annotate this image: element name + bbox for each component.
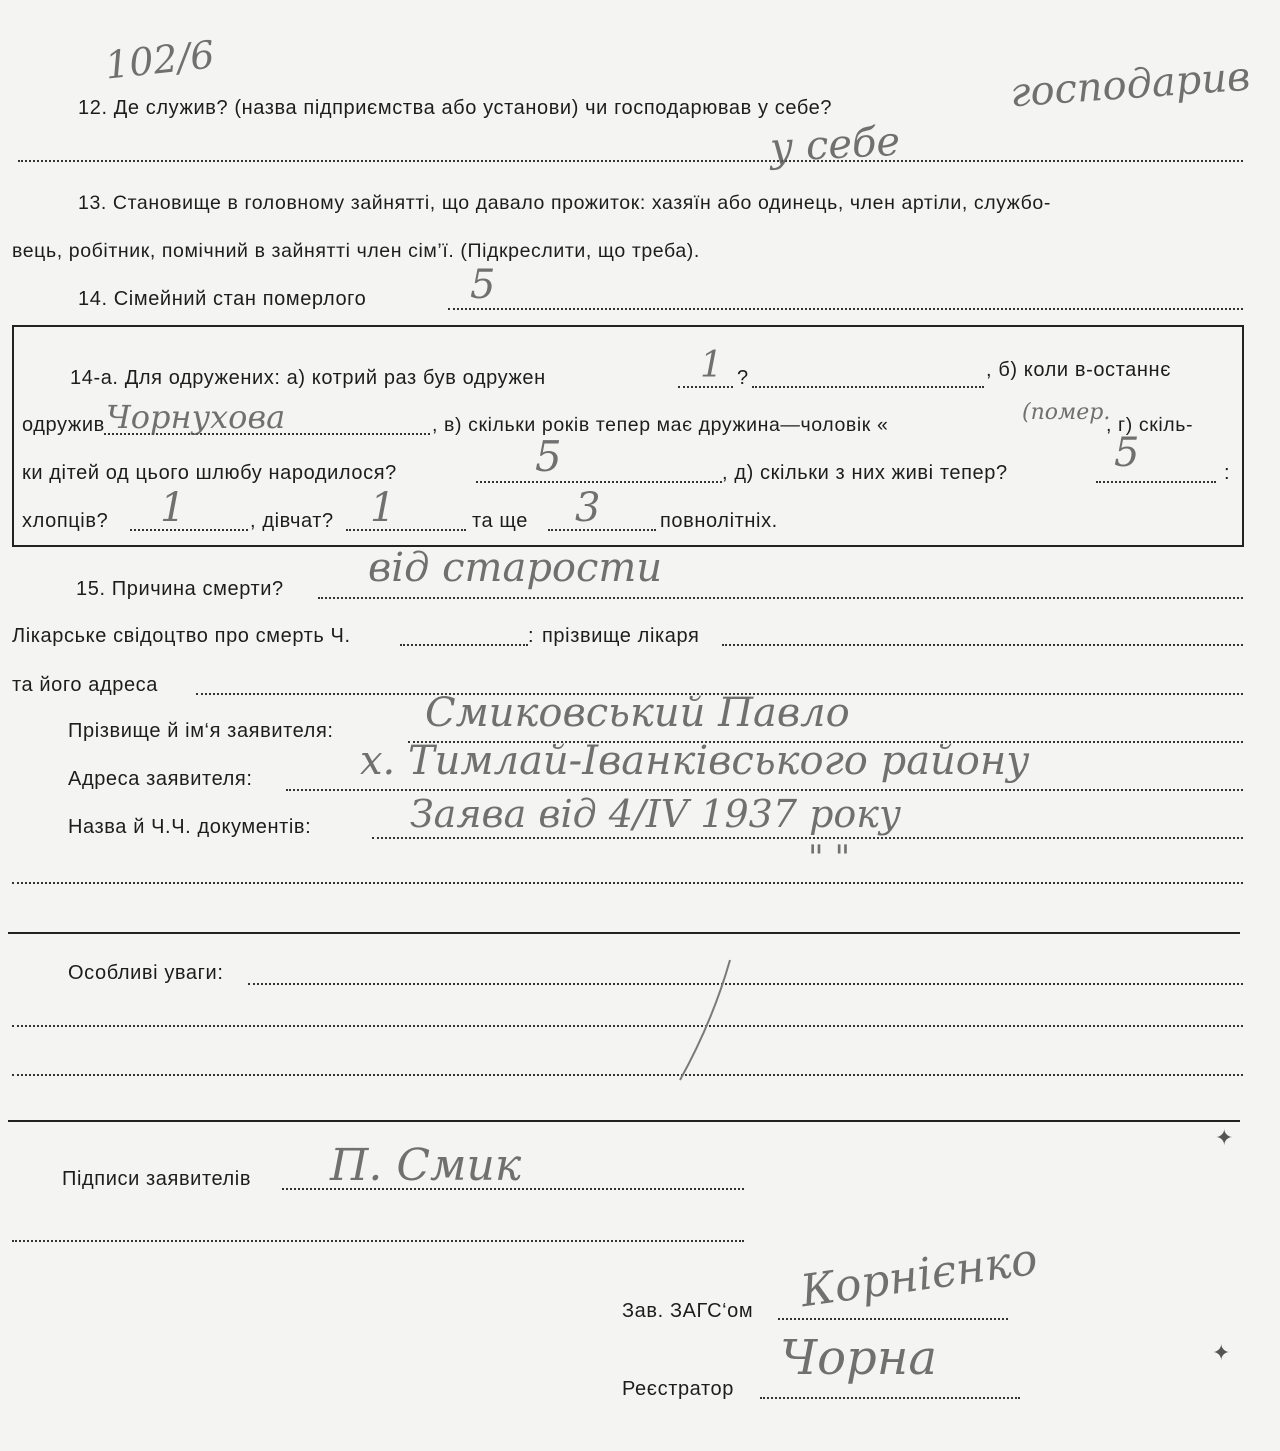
- q14a-boys-value: 1: [160, 485, 186, 531]
- q14a-times-married-field: [678, 386, 733, 388]
- applicant-name-value: Смиковський Павло: [425, 690, 850, 736]
- med-certificate-label: Лікарське свідоцтво про смерть Ч.: [12, 625, 351, 647]
- q14-answer: 5: [470, 262, 496, 308]
- documents-value-ditto: " ": [808, 838, 851, 878]
- q12-answer-continued: у себе: [768, 118, 902, 172]
- registrar-field: [760, 1397, 1020, 1399]
- applicant-signature: П. Смик: [330, 1140, 522, 1191]
- zags-head-signature: Корнієнко: [797, 1233, 1041, 1318]
- q14a-children-alive-value: 5: [1114, 430, 1140, 476]
- documents-value: Заява від 4/IV 1937 року: [410, 792, 902, 836]
- q12-label: 12. Де служив? (назва підприємства або установи) чи господарював у себе?: [78, 97, 833, 119]
- q14a-question-mark: ?: [737, 367, 749, 389]
- signature-extra-line: [12, 1240, 744, 1242]
- q14a-adults-field: [548, 529, 656, 531]
- med-certificate-number-field: [400, 644, 528, 646]
- q14a-more-label: та ще: [472, 510, 528, 532]
- doctor-address-label: та його адреса: [12, 674, 159, 696]
- q14a-children-label-start: , г) скіль-: [1106, 414, 1194, 436]
- q14a-colon: :: [1224, 462, 1231, 484]
- q14a-times-married-value: 1: [700, 345, 723, 386]
- q15-underline: [318, 597, 1243, 599]
- q14a-children-born-value: 5: [535, 432, 562, 481]
- doctor-name-field: [722, 644, 1243, 646]
- q12-underline: [18, 160, 1243, 162]
- q14a-adults-value: 3: [575, 485, 601, 531]
- q14a-girls-value: 1: [370, 485, 396, 531]
- top-handwritten-mark: 102/6: [103, 32, 217, 88]
- special-notes-field-2: [12, 1025, 1243, 1027]
- registrar-label: Реєстратор: [622, 1378, 734, 1400]
- special-notes-field-3: [12, 1074, 1243, 1076]
- q15-label: 15. Причина смерти?: [76, 578, 284, 600]
- q14-label: 14. Сімейний стан померлого: [78, 288, 367, 310]
- q14a-adults-label: повнолітніх.: [660, 510, 778, 532]
- applicant-address-label: Адреса заявителя:: [68, 768, 253, 790]
- q14a-when-field: [752, 386, 984, 388]
- doctor-name-label: прізвище лікаря: [542, 625, 700, 647]
- pin-hole-mark-1: ✦: [1215, 1125, 1234, 1150]
- applicant-signature-label: Підписи заявителів: [62, 1168, 252, 1190]
- section-rule-2: [8, 1120, 1240, 1122]
- q14a-girls-field: [346, 529, 466, 531]
- registrar-signature: Чорна: [780, 1330, 937, 1386]
- q14a-married-to-label: одружив: [22, 414, 105, 436]
- q14a-spouse-age-value: (помер.: [1022, 400, 1111, 425]
- q14a-children-born-field: [476, 481, 722, 483]
- q13-line1: 13. Становище в головному зайнятті, що давало прожиток: хазяїн або одинець, член артіли, службо-: [78, 192, 1051, 214]
- q14a-spouse-age-label: , в) скільки років тепер має дружина—чоловік «: [432, 414, 889, 436]
- documents-label: Назва й Ч.Ч. документів:: [68, 816, 312, 838]
- q14a-married-to-value: Чорнухова: [106, 398, 286, 436]
- q14a-children-alive-label: , д) скільки з них живі тепер?: [722, 462, 1008, 484]
- zags-head-field: [778, 1318, 1008, 1320]
- q12-answer: господарив: [1008, 53, 1252, 117]
- special-notes-label: Особливі уваги:: [68, 962, 224, 984]
- q15-answer: від старости: [368, 545, 663, 591]
- q13-line2: вець, робітник, помічний в зайнятті член сім’ї. (Підкреслити, що треба).: [12, 240, 700, 262]
- q14-underline: [448, 308, 1243, 310]
- q14a-label: 14-а. Для одружених: а) котрий раз був одружен: [70, 367, 546, 389]
- q14a-when-label: , б) коли в-останнє: [986, 359, 1172, 381]
- q14a-children-alive-field: [1096, 481, 1216, 483]
- q14a-boys-label: хлопців?: [22, 510, 109, 532]
- documents-extra-line: [12, 882, 1243, 884]
- q14a-girls-label: , дівчат?: [250, 510, 334, 532]
- q14a-children-born-label: ки дітей од цього шлюбу народилося?: [22, 462, 397, 484]
- applicant-address-value: х. Тимлай-Іванківського району: [360, 738, 1030, 784]
- section-rule-1: [8, 932, 1240, 934]
- q14a-boys-field: [130, 529, 248, 531]
- applicant-address-field: [286, 789, 1243, 791]
- zags-head-label: Зав. ЗАГС‘ом: [622, 1300, 754, 1322]
- pin-hole-mark-2: ✦: [1212, 1340, 1231, 1365]
- applicant-name-label: Прізвище й ім‘я заявителя:: [68, 720, 334, 742]
- med-colon: :: [528, 625, 535, 647]
- notes-strike-mark: [660, 955, 750, 1085]
